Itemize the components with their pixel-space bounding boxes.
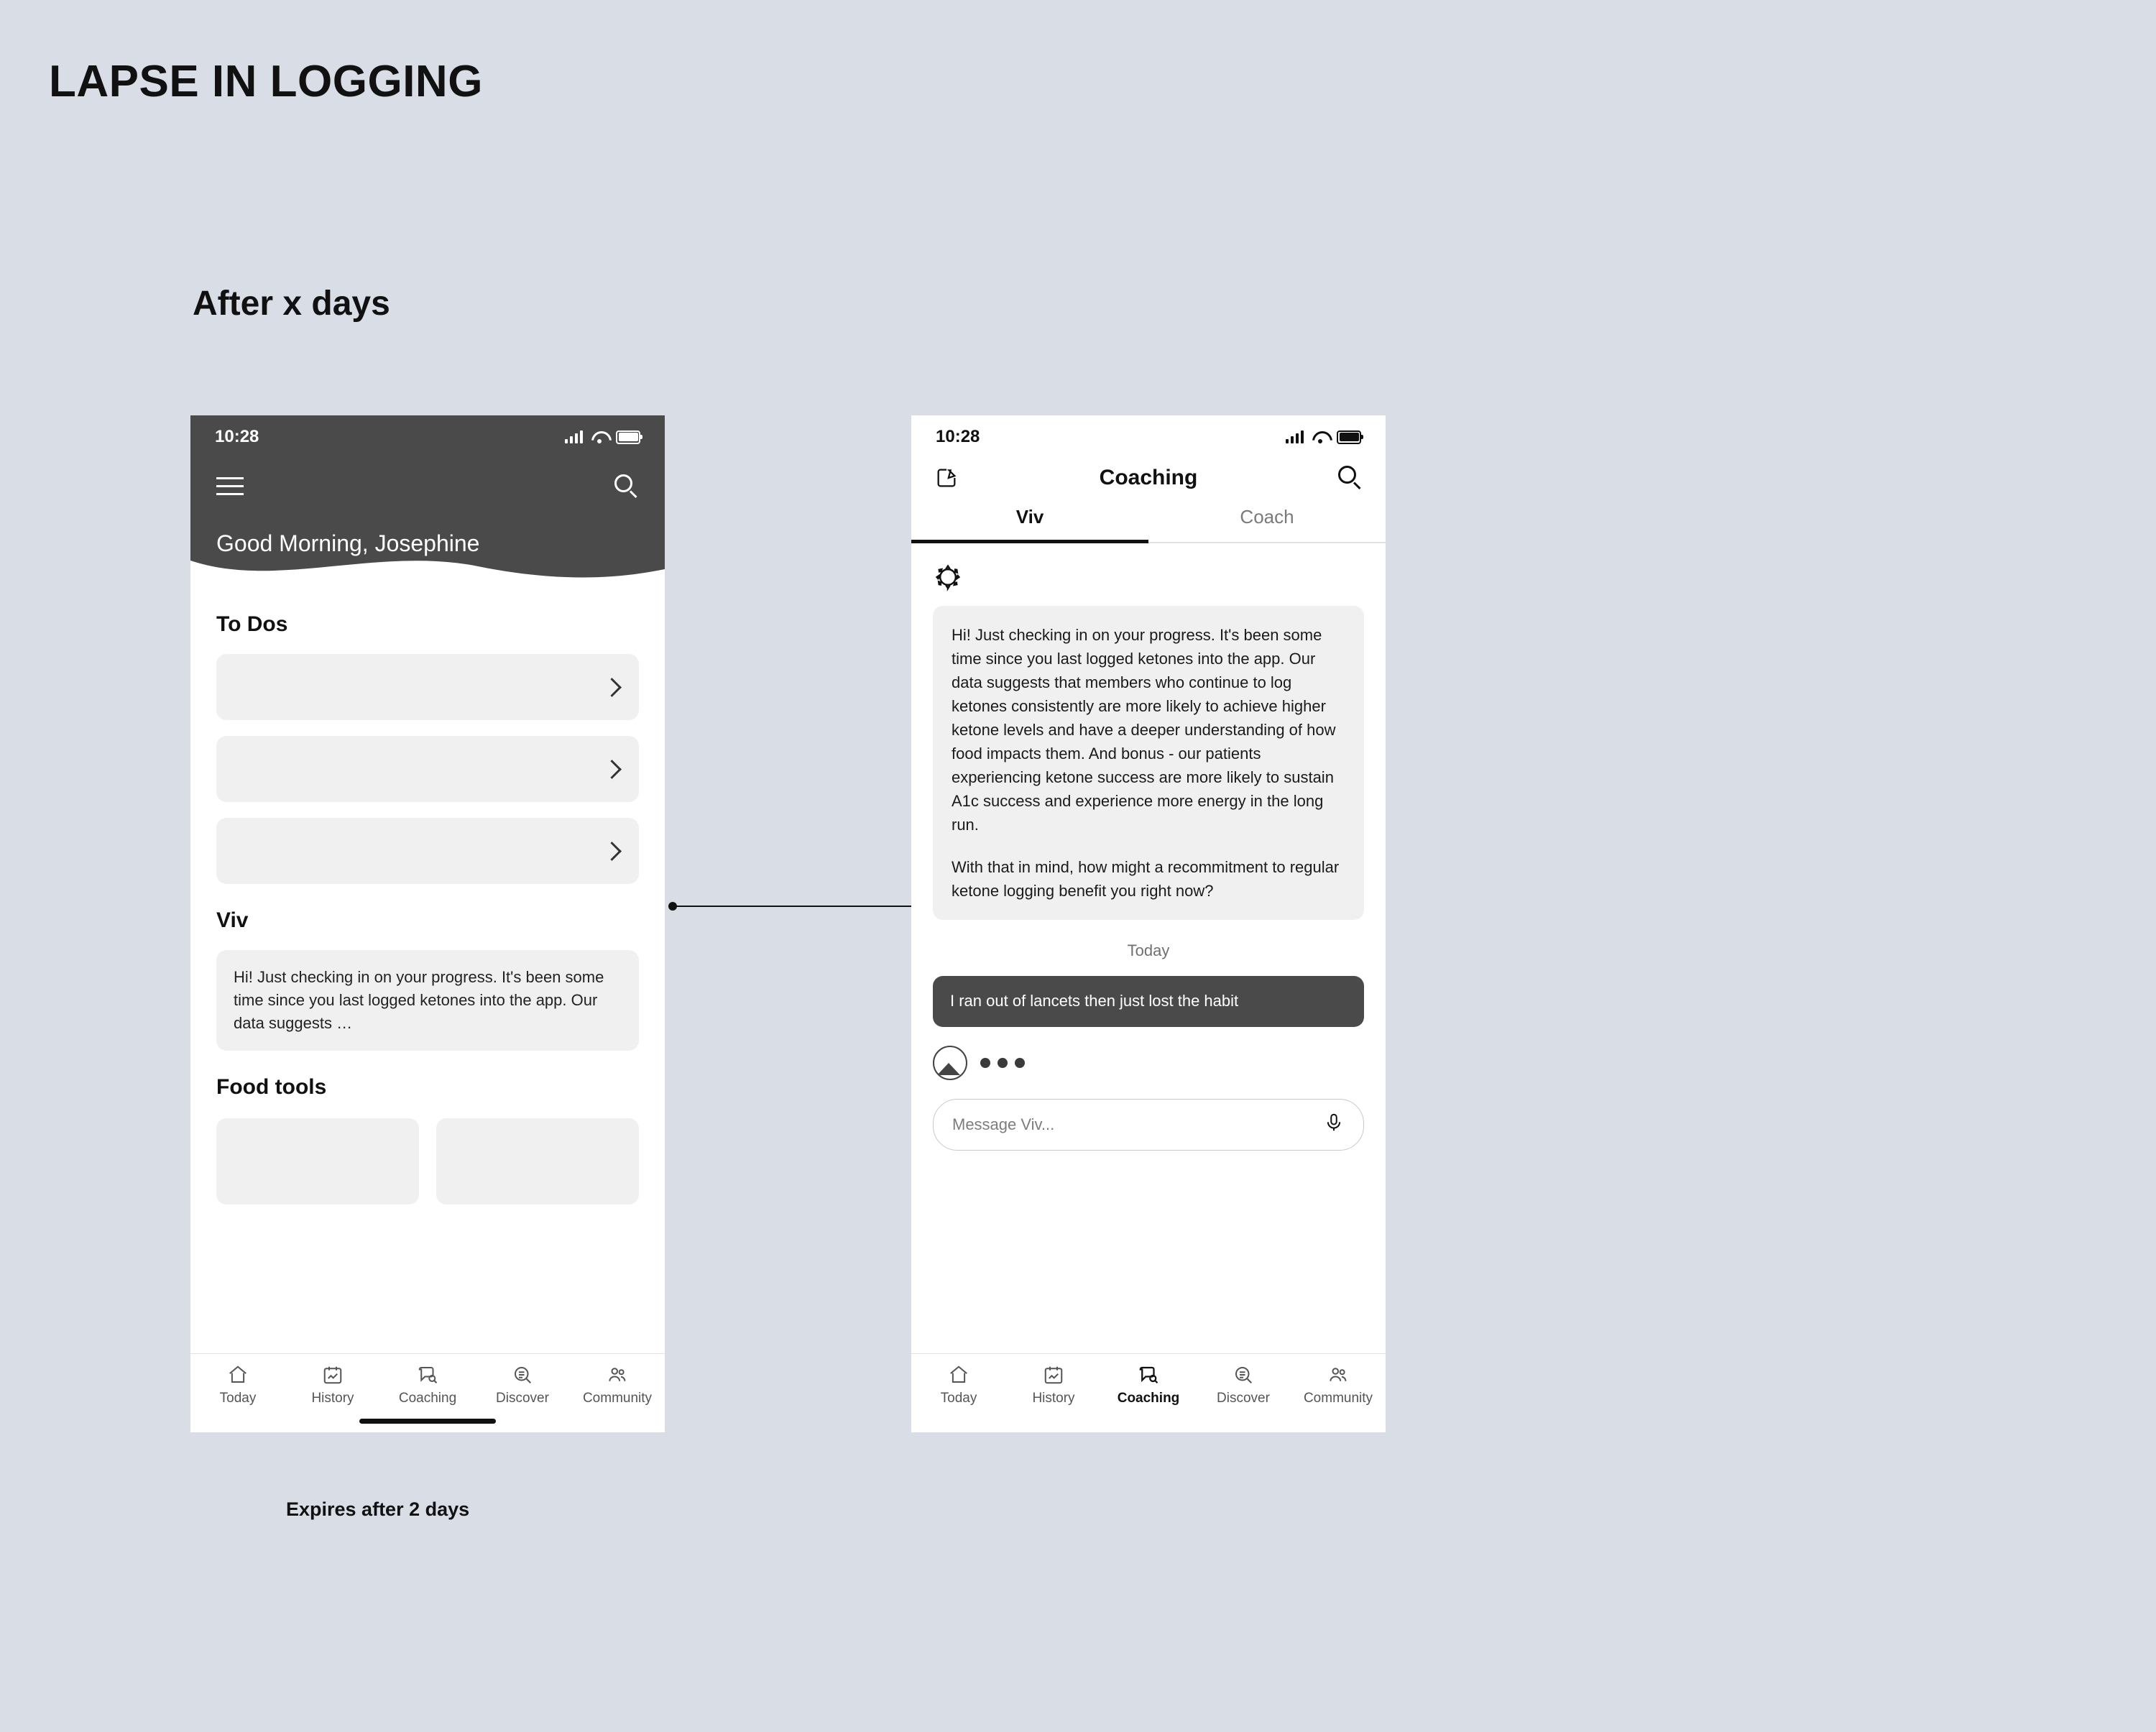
todo-item[interactable] (216, 654, 639, 720)
hamburger-menu-icon[interactable] (216, 477, 244, 496)
tab-label: Discover (496, 1391, 549, 1406)
status-bar (190, 415, 665, 459)
wifi-icon (1312, 431, 1328, 443)
chat-header (911, 459, 1386, 490)
message-input[interactable] (933, 1099, 1364, 1151)
food-tools-title: Food tools (216, 1074, 327, 1099)
status-icons (1286, 430, 1361, 444)
message-input-placeholder: Message Viv... (952, 1115, 1055, 1133)
tab-label: Today (940, 1391, 977, 1406)
tab-discover[interactable] (483, 1364, 562, 1406)
avatar (933, 1046, 967, 1080)
page-title: Coaching (1099, 466, 1198, 489)
tab-today[interactable] (198, 1364, 277, 1406)
sun-badge-icon (933, 562, 963, 592)
tab-label: Today (219, 1391, 257, 1406)
tab-label: Community (1303, 1391, 1373, 1406)
page-title: LAPSE IN LOGGING (49, 57, 483, 106)
expiry-caption: Expires after 2 days (286, 1498, 470, 1520)
section-title: After x days (193, 285, 390, 323)
todo-item[interactable] (216, 818, 639, 884)
signal-bars-icon (1286, 430, 1304, 443)
home-header (190, 415, 665, 588)
food-tool-card[interactable] (436, 1118, 639, 1204)
home-screen-mockup (190, 415, 665, 1432)
food-tool-card[interactable] (216, 1118, 419, 1204)
incoming-message-bubble (933, 606, 1364, 920)
tab-label: History (1032, 1391, 1075, 1406)
connector-stroke (676, 906, 913, 907)
tab-discover[interactable] (1204, 1364, 1283, 1406)
typing-indicator (933, 1046, 1364, 1080)
home-icon (948, 1364, 969, 1386)
tab-label: Discover (1217, 1391, 1270, 1406)
chat-search-icon (417, 1364, 438, 1386)
calendar-trend-icon (322, 1364, 344, 1386)
magnifier-lines-icon (512, 1364, 533, 1386)
header-wave-decoration (190, 556, 665, 589)
tab-today[interactable] (919, 1364, 998, 1406)
calendar-trend-icon (1043, 1364, 1064, 1386)
todo-item[interactable] (216, 736, 639, 802)
people-icon (607, 1364, 628, 1386)
tab-community[interactable] (578, 1364, 657, 1406)
incoming-paragraph-1: Hi! Just checking in on your progress. It's been some time since you last logged ketones into the app. Our data suggests that members who continue to log ketones consistently are more likely to achieve higher ketone levels and have a deeper understanding of how food impacts them. And bonus - our patients experiencing ketone success are more likely to sustain A1c success and experience more energy in the long run. (952, 626, 1336, 834)
compose-icon[interactable] (934, 466, 959, 490)
chevron-right-icon (602, 760, 622, 779)
viv-message-preview[interactable]: Hi! Just checking in on your progress. It's been some time since you last logged ketones into the app. Our data suggests … (216, 950, 639, 1051)
battery-icon (616, 430, 640, 444)
battery-icon (1337, 430, 1361, 444)
chat-search-icon (1138, 1364, 1159, 1386)
chat-tabs (911, 506, 1386, 543)
microphone-icon[interactable] (1323, 1112, 1345, 1137)
todos-title: To Dos (216, 612, 288, 636)
greeting-text: Good Morning, Josephine (216, 530, 480, 556)
tab-community[interactable] (1299, 1364, 1378, 1406)
tab-coach[interactable]: Coach (1148, 506, 1386, 543)
home-body (190, 612, 665, 1204)
chevron-right-icon (602, 678, 622, 697)
tab-label: Community (582, 1391, 653, 1406)
bottom-tab-bar (911, 1353, 1386, 1432)
tab-coaching[interactable] (1109, 1364, 1188, 1406)
tab-label: Coaching (398, 1391, 457, 1406)
tab-coaching[interactable] (388, 1364, 467, 1406)
status-time: 10:28 (936, 427, 980, 446)
coaching-chat-mockup (911, 415, 1386, 1432)
incoming-paragraph-2: With that in mind, how might a recommitment to regular ketone logging benefit you right now? (952, 858, 1340, 900)
day-separator: Today (1127, 941, 1170, 959)
outgoing-message-bubble: I ran out of lancets then just lost the habit (933, 976, 1364, 1027)
bottom-tab-bar (190, 1353, 665, 1432)
magnifier-lines-icon (1233, 1364, 1254, 1386)
tab-viv[interactable]: Viv (911, 506, 1148, 543)
wifi-icon (591, 431, 607, 443)
people-icon (1327, 1364, 1349, 1386)
tab-label: History (311, 1391, 354, 1406)
status-time: 10:28 (215, 427, 259, 446)
search-icon[interactable] (614, 474, 639, 499)
home-icon (227, 1364, 249, 1386)
tab-history[interactable] (1014, 1364, 1093, 1406)
tab-label: Coaching (1117, 1391, 1180, 1406)
chat-message-list (911, 543, 1386, 1080)
food-tools-row (216, 1118, 639, 1204)
status-icons (565, 430, 640, 444)
home-indicator (359, 1419, 496, 1424)
typing-dots (980, 1058, 1025, 1068)
chevron-right-icon (602, 842, 622, 861)
viv-section-title: Viv (216, 908, 249, 932)
connector-line (668, 902, 913, 911)
status-bar (911, 415, 1386, 459)
search-icon[interactable] (1338, 466, 1363, 490)
tab-history[interactable] (293, 1364, 372, 1406)
signal-bars-icon (565, 430, 583, 443)
